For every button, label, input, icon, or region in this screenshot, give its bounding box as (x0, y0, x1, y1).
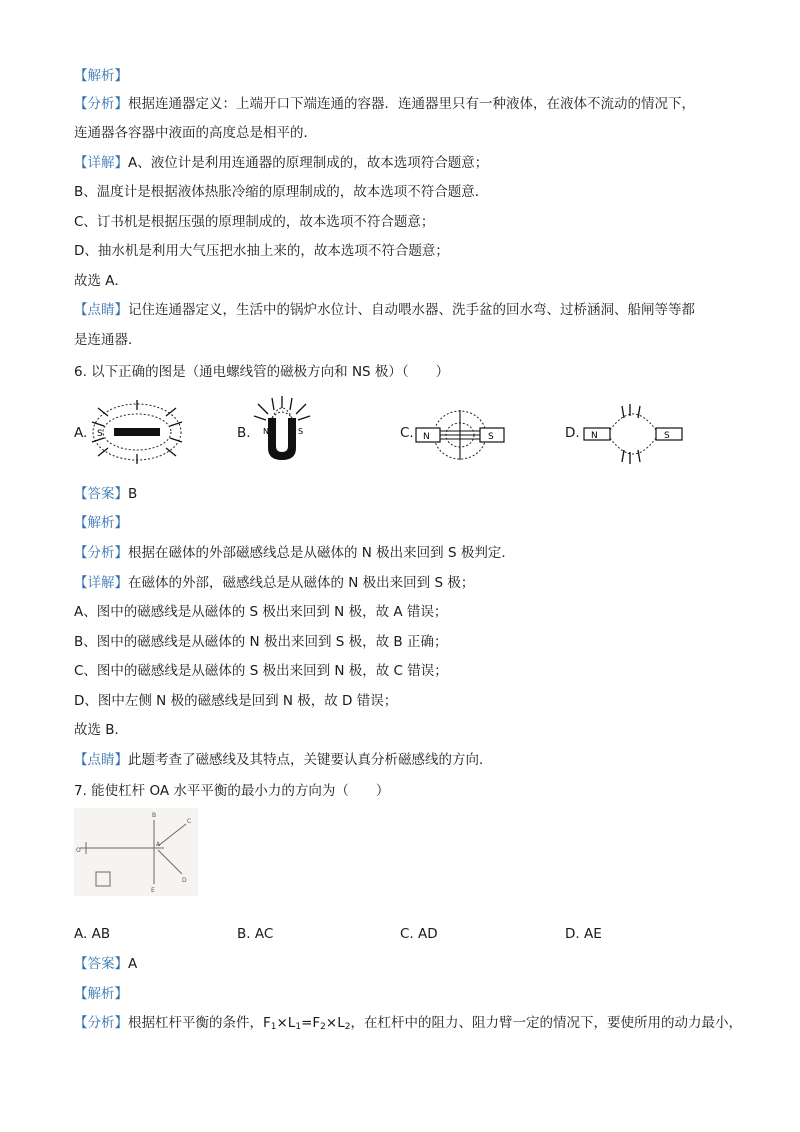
q7-lever-figure (74, 808, 198, 896)
q7-fenxi-label: 【分析】 (74, 1015, 128, 1031)
q7-option-c: C. AD (400, 926, 438, 942)
q6-xiangjie-label: 【详解】 (74, 575, 128, 591)
q6-fenxi-text: 根据在磁体的外部磁感线总是从磁体的 N 极出来回到 S 极判定． (128, 545, 515, 561)
q6-b-s-pole: S (298, 427, 304, 436)
q6-d-s-pole: S (664, 431, 670, 441)
dianjing-text-cont: 是连通器． (74, 332, 142, 348)
q7-answer-value: A (128, 956, 138, 972)
q7-fenxi-paragraph (74, 1013, 742, 1037)
fenxi-text: 根据连通器定义：上端开口下端连通的容器．连通器里只有一种液体，在液体不流动的情况下， (128, 96, 695, 112)
q6-figure-d (578, 404, 688, 464)
q7-fenxi-text-pre: 根据杠杆平衡的条件， (128, 1015, 263, 1031)
q6-option-c-label: C. (400, 425, 414, 441)
q6-figure-b (250, 396, 314, 464)
q6-line-d: D、图中左侧 N 极的磁感线是回到 N 极，故 D 错误； (74, 693, 398, 709)
q7-label-d: D (182, 877, 187, 884)
q7-answer (74, 954, 137, 974)
dianjing-text: 记住连通器定义，生活中的锅炉水位计、自动喂水器、洗手盆的回水弯、过桥涵洞、船闸等等都 (128, 302, 695, 318)
analysis-line-d: D、抽水机是利用大气压把水抽上来的，故本选项不符合题意； (74, 243, 449, 259)
jiexi-label: 【解析】 (74, 68, 128, 84)
q7-label-e: E (151, 887, 155, 894)
q6-c-s-pole: S (488, 432, 494, 442)
q6-b-n-pole: N (263, 427, 269, 436)
q6-conclusion: 故选 B． (74, 722, 129, 738)
q7-option-d: D. AE (565, 926, 602, 942)
q6-line-c: C、图中的磁感线是从磁体的 S 极出来回到 N 极，故 C 错误； (74, 663, 448, 679)
q6-xiangjie-text: 在磁体的外部，磁感线总是从磁体的 N 极出来回到 S 极； (128, 575, 475, 591)
q6-figure-c (414, 406, 506, 464)
q6-answer-value: B (128, 486, 138, 502)
conclusion: 故选 A． (74, 273, 129, 289)
xiangjie-paragraph (74, 153, 488, 173)
q6-option-d-label: D. (565, 425, 580, 441)
q6-dianjing-text: 此题考查了磁感线及其特点，关键要认真分析磁感线的方向． (128, 752, 493, 768)
q6-line-b: B、图中的磁感线是从磁体的 N 极出来回到 S 极，故 B 正确； (74, 634, 448, 650)
q7-label-o: O (76, 847, 81, 854)
analysis-line-b: B、温度计是根据液体热胀冷缩的原理制成的，故本选项不符合题意． (74, 184, 489, 200)
q7-label-a: A (156, 841, 161, 848)
q6-question: 6. 以下正确的图是（通电螺线管的磁极方向和 NS 极）（ ） (74, 364, 450, 380)
q7-label-c: C (187, 818, 192, 825)
q6-figure-a (88, 398, 186, 466)
q7-label-b: B (152, 812, 157, 819)
xiangjie-label: 【详解】 (74, 155, 128, 171)
q7-answer-label: 【答案】 (74, 956, 128, 972)
q7-option-b: B. AC (237, 926, 274, 942)
lever-formula: $F_1\times L_1=F_2\times L_2$ (263, 1015, 351, 1032)
q6-xiangjie-paragraph (74, 573, 474, 593)
q6-dianjing-paragraph (74, 750, 493, 770)
q7-fenxi-text-post: ，在杠杆中的阻力、阻力臂一定的情况下，要使所用的动力最小， (350, 1015, 742, 1031)
q6-option-b-label: B. (237, 425, 251, 441)
q6-line-a: A、图中的磁感线是从磁体的 S 极出来回到 N 极，故 A 错误； (74, 604, 448, 620)
q6-fenxi-label: 【分析】 (74, 545, 128, 561)
fenxi-paragraph (74, 94, 695, 114)
q6-fenxi-paragraph (74, 543, 515, 563)
dianjing-label: 【点睛】 (74, 302, 128, 318)
q7-jiexi-label: 【解析】 (74, 986, 128, 1002)
q6-answer (74, 484, 137, 504)
xiangjie-text: A、液位计是利用连通器的原理制成的，故本选项符合题意； (128, 155, 489, 171)
q7-question: 7. 能使杠杆 OA 水平平衡的最小力的方向为（ ） (74, 783, 390, 799)
q6-option-a-label: A. (74, 425, 88, 441)
q6-answer-label: 【答案】 (74, 486, 128, 502)
q6-dianjing-label: 【点睛】 (74, 752, 128, 768)
fenxi-label: 【分析】 (74, 96, 128, 112)
q6-a-s-pole: S (97, 429, 103, 439)
q6-c-n-pole: N (423, 432, 430, 442)
q6-d-n-pole: N (591, 431, 598, 441)
analysis-line-c: C、订书机是根据压强的原理制成的，故本选项不符合题意； (74, 214, 435, 230)
dianjing-paragraph (74, 300, 695, 320)
fenxi-text-cont: 连通器各容器中液面的高度总是相平的． (74, 125, 317, 141)
q7-option-a: A. AB (74, 926, 111, 942)
q6-jiexi-label: 【解析】 (74, 515, 128, 531)
